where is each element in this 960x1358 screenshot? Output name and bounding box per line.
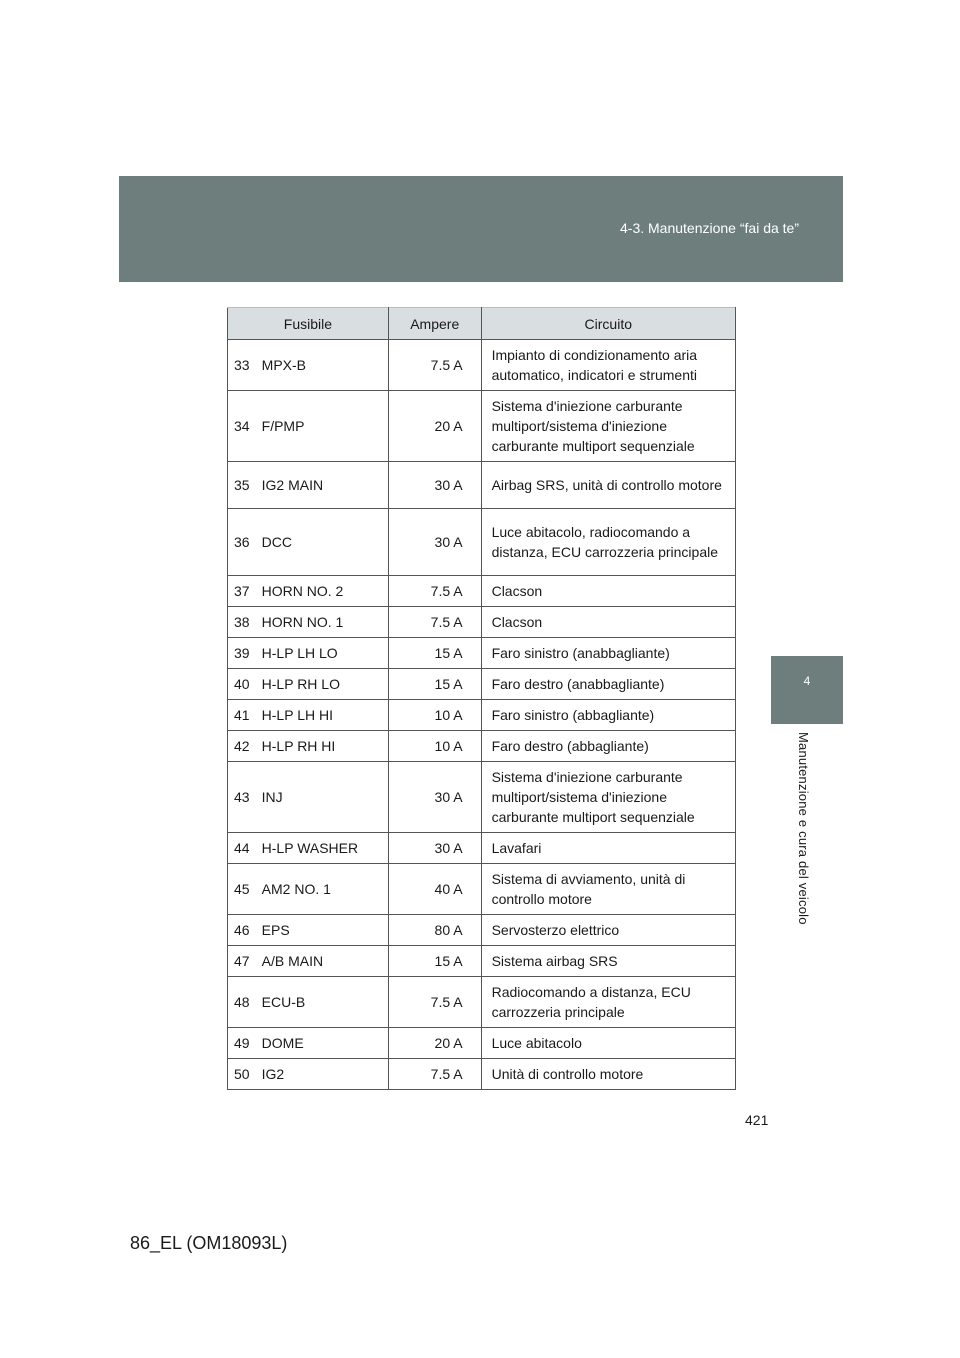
- table-row: [228, 462, 736, 509]
- page-number: 421: [745, 1112, 769, 1128]
- circuit-cell: Impianto di condizionamento aria automatico, indicatori e strumenti: [481, 340, 735, 391]
- ampere-cell: 7.5 A: [388, 340, 481, 391]
- fuse-name-cell: DCC: [256, 509, 389, 576]
- ampere-cell: 7.5 A: [388, 576, 481, 607]
- ampere-cell: 10 A: [388, 731, 481, 762]
- fuse-name-cell: IG2: [256, 1059, 389, 1090]
- fuse-name-cell: A/B MAIN: [256, 946, 389, 977]
- fuse-number-cell: 39: [228, 638, 256, 669]
- fuse-number-cell: 41: [228, 700, 256, 731]
- table-row: [228, 391, 736, 462]
- fuse-number-cell: 43: [228, 762, 256, 833]
- fuse-name-cell: HORN NO. 1: [256, 607, 389, 638]
- circuit-cell: Sistema d'iniezione carburante multiport/sistema d'iniezione carburante multiport sequenziale: [481, 391, 735, 462]
- ampere-cell: 30 A: [388, 833, 481, 864]
- ampere-cell: 30 A: [388, 462, 481, 509]
- circuit-cell: Sistema di avviamento, unità di controllo motore: [481, 864, 735, 915]
- circuit-cell: Faro destro (anabbagliante): [481, 669, 735, 700]
- circuit-cell: Faro sinistro (anabbagliante): [481, 638, 735, 669]
- table-row: [228, 731, 736, 762]
- fuse-number-cell: 49: [228, 1028, 256, 1059]
- table-row: [228, 576, 736, 607]
- ampere-cell: 30 A: [388, 509, 481, 576]
- fuse-name-cell: MPX-B: [256, 340, 389, 391]
- ampere-cell: 7.5 A: [388, 1059, 481, 1090]
- fuse-name-cell: HORN NO. 2: [256, 576, 389, 607]
- table-row: [228, 977, 736, 1028]
- fuse-number-cell: 40: [228, 669, 256, 700]
- table-header-row: [228, 308, 736, 340]
- fuse-number-cell: 36: [228, 509, 256, 576]
- document-code: 86_EL (OM18093L): [130, 1233, 288, 1253]
- fuse-name-cell: EPS: [256, 915, 389, 946]
- table-row: [228, 946, 736, 977]
- chapter-number: 4: [803, 674, 811, 688]
- fuse-name-cell: AM2 NO. 1: [256, 864, 389, 915]
- table-row: [228, 762, 736, 833]
- table-row: [228, 915, 736, 946]
- fuse-name-cell: DOME: [256, 1028, 389, 1059]
- ampere-cell: 7.5 A: [388, 607, 481, 638]
- circuit-cell: Luce abitacolo: [481, 1028, 735, 1059]
- fuse-name-cell: H-LP RH LO: [256, 669, 389, 700]
- table-row: [228, 1028, 736, 1059]
- table-row: [228, 700, 736, 731]
- circuit-cell: Servosterzo elettrico: [481, 915, 735, 946]
- ampere-cell: 20 A: [388, 1028, 481, 1059]
- table-row: [228, 1059, 736, 1090]
- fuse-number-cell: 33: [228, 340, 256, 391]
- fuse-number-cell: 47: [228, 946, 256, 977]
- circuit-cell: Sistema airbag SRS: [481, 946, 735, 977]
- table-row: [228, 638, 736, 669]
- fuse-table: [227, 307, 736, 1090]
- fuse-name-cell: INJ: [256, 762, 389, 833]
- fuse-number-cell: 44: [228, 833, 256, 864]
- table-body: [228, 340, 736, 1090]
- fuse-number-cell: 48: [228, 977, 256, 1028]
- fuse-name-cell: H-LP LH LO: [256, 638, 389, 669]
- ampere-cell: 40 A: [388, 864, 481, 915]
- ampere-cell: 20 A: [388, 391, 481, 462]
- chapter-tab: [771, 656, 843, 724]
- ampere-cell: 15 A: [388, 669, 481, 700]
- fuse-number-cell: 42: [228, 731, 256, 762]
- circuit-cell: Sistema d'iniezione carburante multiport/sistema d'iniezione carburante multiport sequenziale: [481, 762, 735, 833]
- circuit-cell: Lavafari: [481, 833, 735, 864]
- table-row: [228, 864, 736, 915]
- table-row: [228, 509, 736, 576]
- header-ampere: Ampere: [388, 308, 481, 340]
- circuit-cell: Unità di controllo motore: [481, 1059, 735, 1090]
- ampere-cell: 10 A: [388, 700, 481, 731]
- ampere-cell: 15 A: [388, 638, 481, 669]
- ampere-cell: 30 A: [388, 762, 481, 833]
- fuse-name-cell: F/PMP: [256, 391, 389, 462]
- fuse-number-cell: 45: [228, 864, 256, 915]
- circuit-cell: Airbag SRS, unità di controllo motore: [481, 462, 735, 509]
- fuse-number-cell: 38: [228, 607, 256, 638]
- circuit-cell: Faro destro (abbagliante): [481, 731, 735, 762]
- fuse-number-cell: 34: [228, 391, 256, 462]
- circuit-cell: Clacson: [481, 576, 735, 607]
- table-row: [228, 340, 736, 391]
- fuse-number-cell: 50: [228, 1059, 256, 1090]
- table-row: [228, 669, 736, 700]
- fuse-number-cell: 37: [228, 576, 256, 607]
- header-band: [119, 176, 843, 282]
- fuse-name-cell: H-LP LH HI: [256, 700, 389, 731]
- circuit-cell: Faro sinistro (abbagliante): [481, 700, 735, 731]
- circuit-cell: Radiocomando a distanza, ECU carrozzeria principale: [481, 977, 735, 1028]
- section-title: 4-3. Manutenzione “fai da te”: [620, 220, 799, 236]
- circuit-cell: Clacson: [481, 607, 735, 638]
- fuse-number-cell: 46: [228, 915, 256, 946]
- table-row: [228, 607, 736, 638]
- circuit-cell: Luce abitacolo, radiocomando a distanza, ECU carrozzeria principale: [481, 509, 735, 576]
- fuse-name-cell: H-LP RH HI: [256, 731, 389, 762]
- chapter-title: Manutenzione e cura del veicolo: [796, 732, 811, 925]
- fuse-name-cell: H-LP WASHER: [256, 833, 389, 864]
- ampere-cell: 15 A: [388, 946, 481, 977]
- fuse-name-cell: IG2 MAIN: [256, 462, 389, 509]
- table-row: [228, 833, 736, 864]
- fuse-name-cell: ECU-B: [256, 977, 389, 1028]
- ampere-cell: 80 A: [388, 915, 481, 946]
- header-fuse: Fusibile: [228, 308, 389, 340]
- fuse-number-cell: 35: [228, 462, 256, 509]
- header-circuit: Circuito: [481, 308, 735, 340]
- ampere-cell: 7.5 A: [388, 977, 481, 1028]
